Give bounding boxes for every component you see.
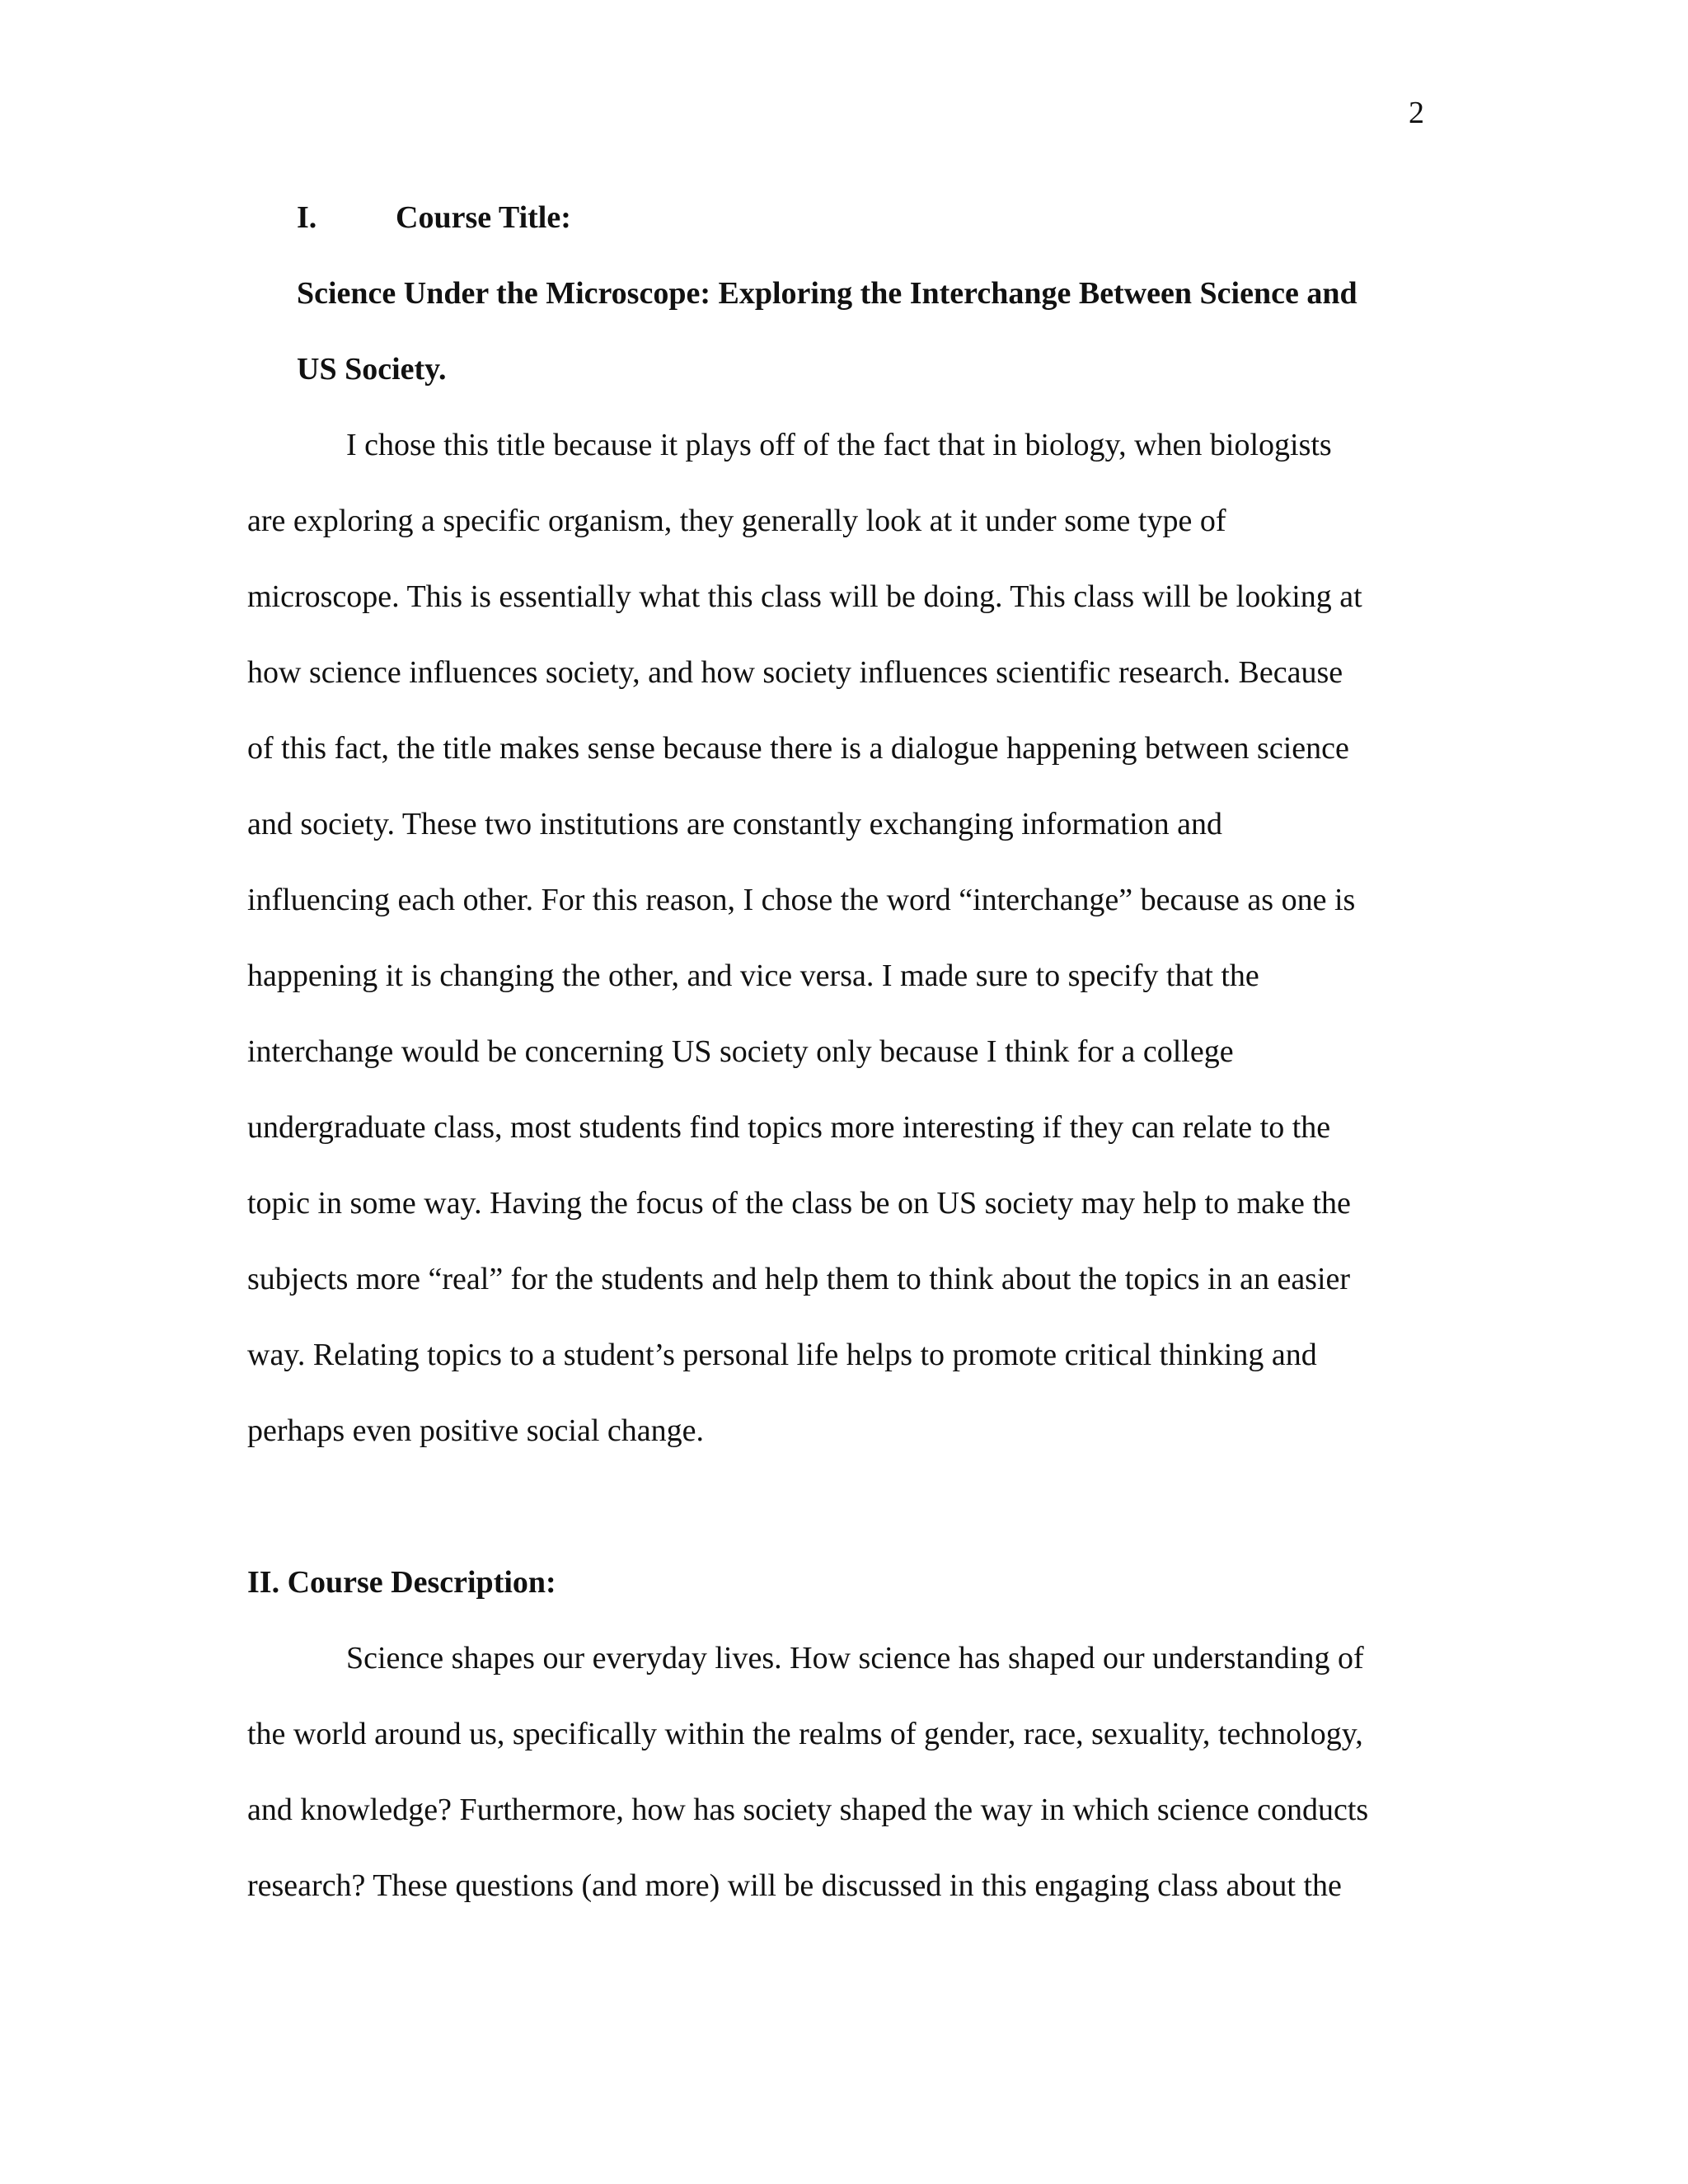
- course-title-line-1: Science Under the Microscope: Exploring the Interchange Between Science and: [297, 276, 1357, 311]
- section-1-body-line: interchange would be concerning US society only because I think for a college: [247, 1034, 1234, 1069]
- section-1-number: I.: [297, 200, 317, 235]
- section-2-body-line: research? These questions (and more) will be discussed in this engaging class about the: [247, 1868, 1342, 1903]
- section-2-body-line: Science shapes our everyday lives. How science has shaped our understanding of: [346, 1641, 1364, 1675]
- section-1-body-line: how science influences society, and how society influences scientific research. Because: [247, 655, 1343, 690]
- section-1-body-line: of this fact, the title makes sense because there is a dialogue happening between science: [247, 731, 1349, 766]
- section-1-body-line: undergraduate class, most students find topics more interesting if they can relate to the: [247, 1110, 1331, 1145]
- section-1-body-line: topic in some way. Having the focus of the class be on US society may help to make the: [247, 1186, 1351, 1221]
- section-1-body-line: perhaps even positive social change.: [247, 1413, 704, 1448]
- section-2-heading: II. Course Description:: [247, 1565, 556, 1600]
- section-1-body-line: and society. These two institutions are constantly exchanging information and: [247, 807, 1223, 841]
- page-number: 2: [1409, 96, 1424, 130]
- section-1-body-line: microscope. This is essentially what this class will be doing. This class will be looking at: [247, 579, 1362, 614]
- course-title-line-2: US Society.: [297, 352, 447, 387]
- section-1-body-line: are exploring a specific organism, they generally look at it under some type of: [247, 504, 1226, 538]
- section-1-body-line: happening it is changing the other, and vice versa. I made sure to specify that the: [247, 958, 1259, 993]
- section-2-body-line: the world around us, specifically within the realms of gender, race, sexuality, technology,: [247, 1717, 1363, 1751]
- section-1-body-line: way. Relating topics to a student’s personal life helps to promote critical thinking and: [247, 1338, 1317, 1372]
- section-1-heading-text: Course Title:: [396, 200, 571, 235]
- section-1-body-line: influencing each other. For this reason, I chose the word “interchange” because as one is: [247, 883, 1356, 917]
- section-1-body-line: subjects more “real” for the students and help them to think about the topics in an easier: [247, 1262, 1351, 1296]
- section-1-body-line: I chose this title because it plays off of the fact that in biology, when biologists: [346, 428, 1332, 462]
- section-2-body-line: and knowledge? Furthermore, how has society shaped the way in which science conducts: [247, 1793, 1369, 1827]
- section-1-heading: [297, 202, 1467, 233]
